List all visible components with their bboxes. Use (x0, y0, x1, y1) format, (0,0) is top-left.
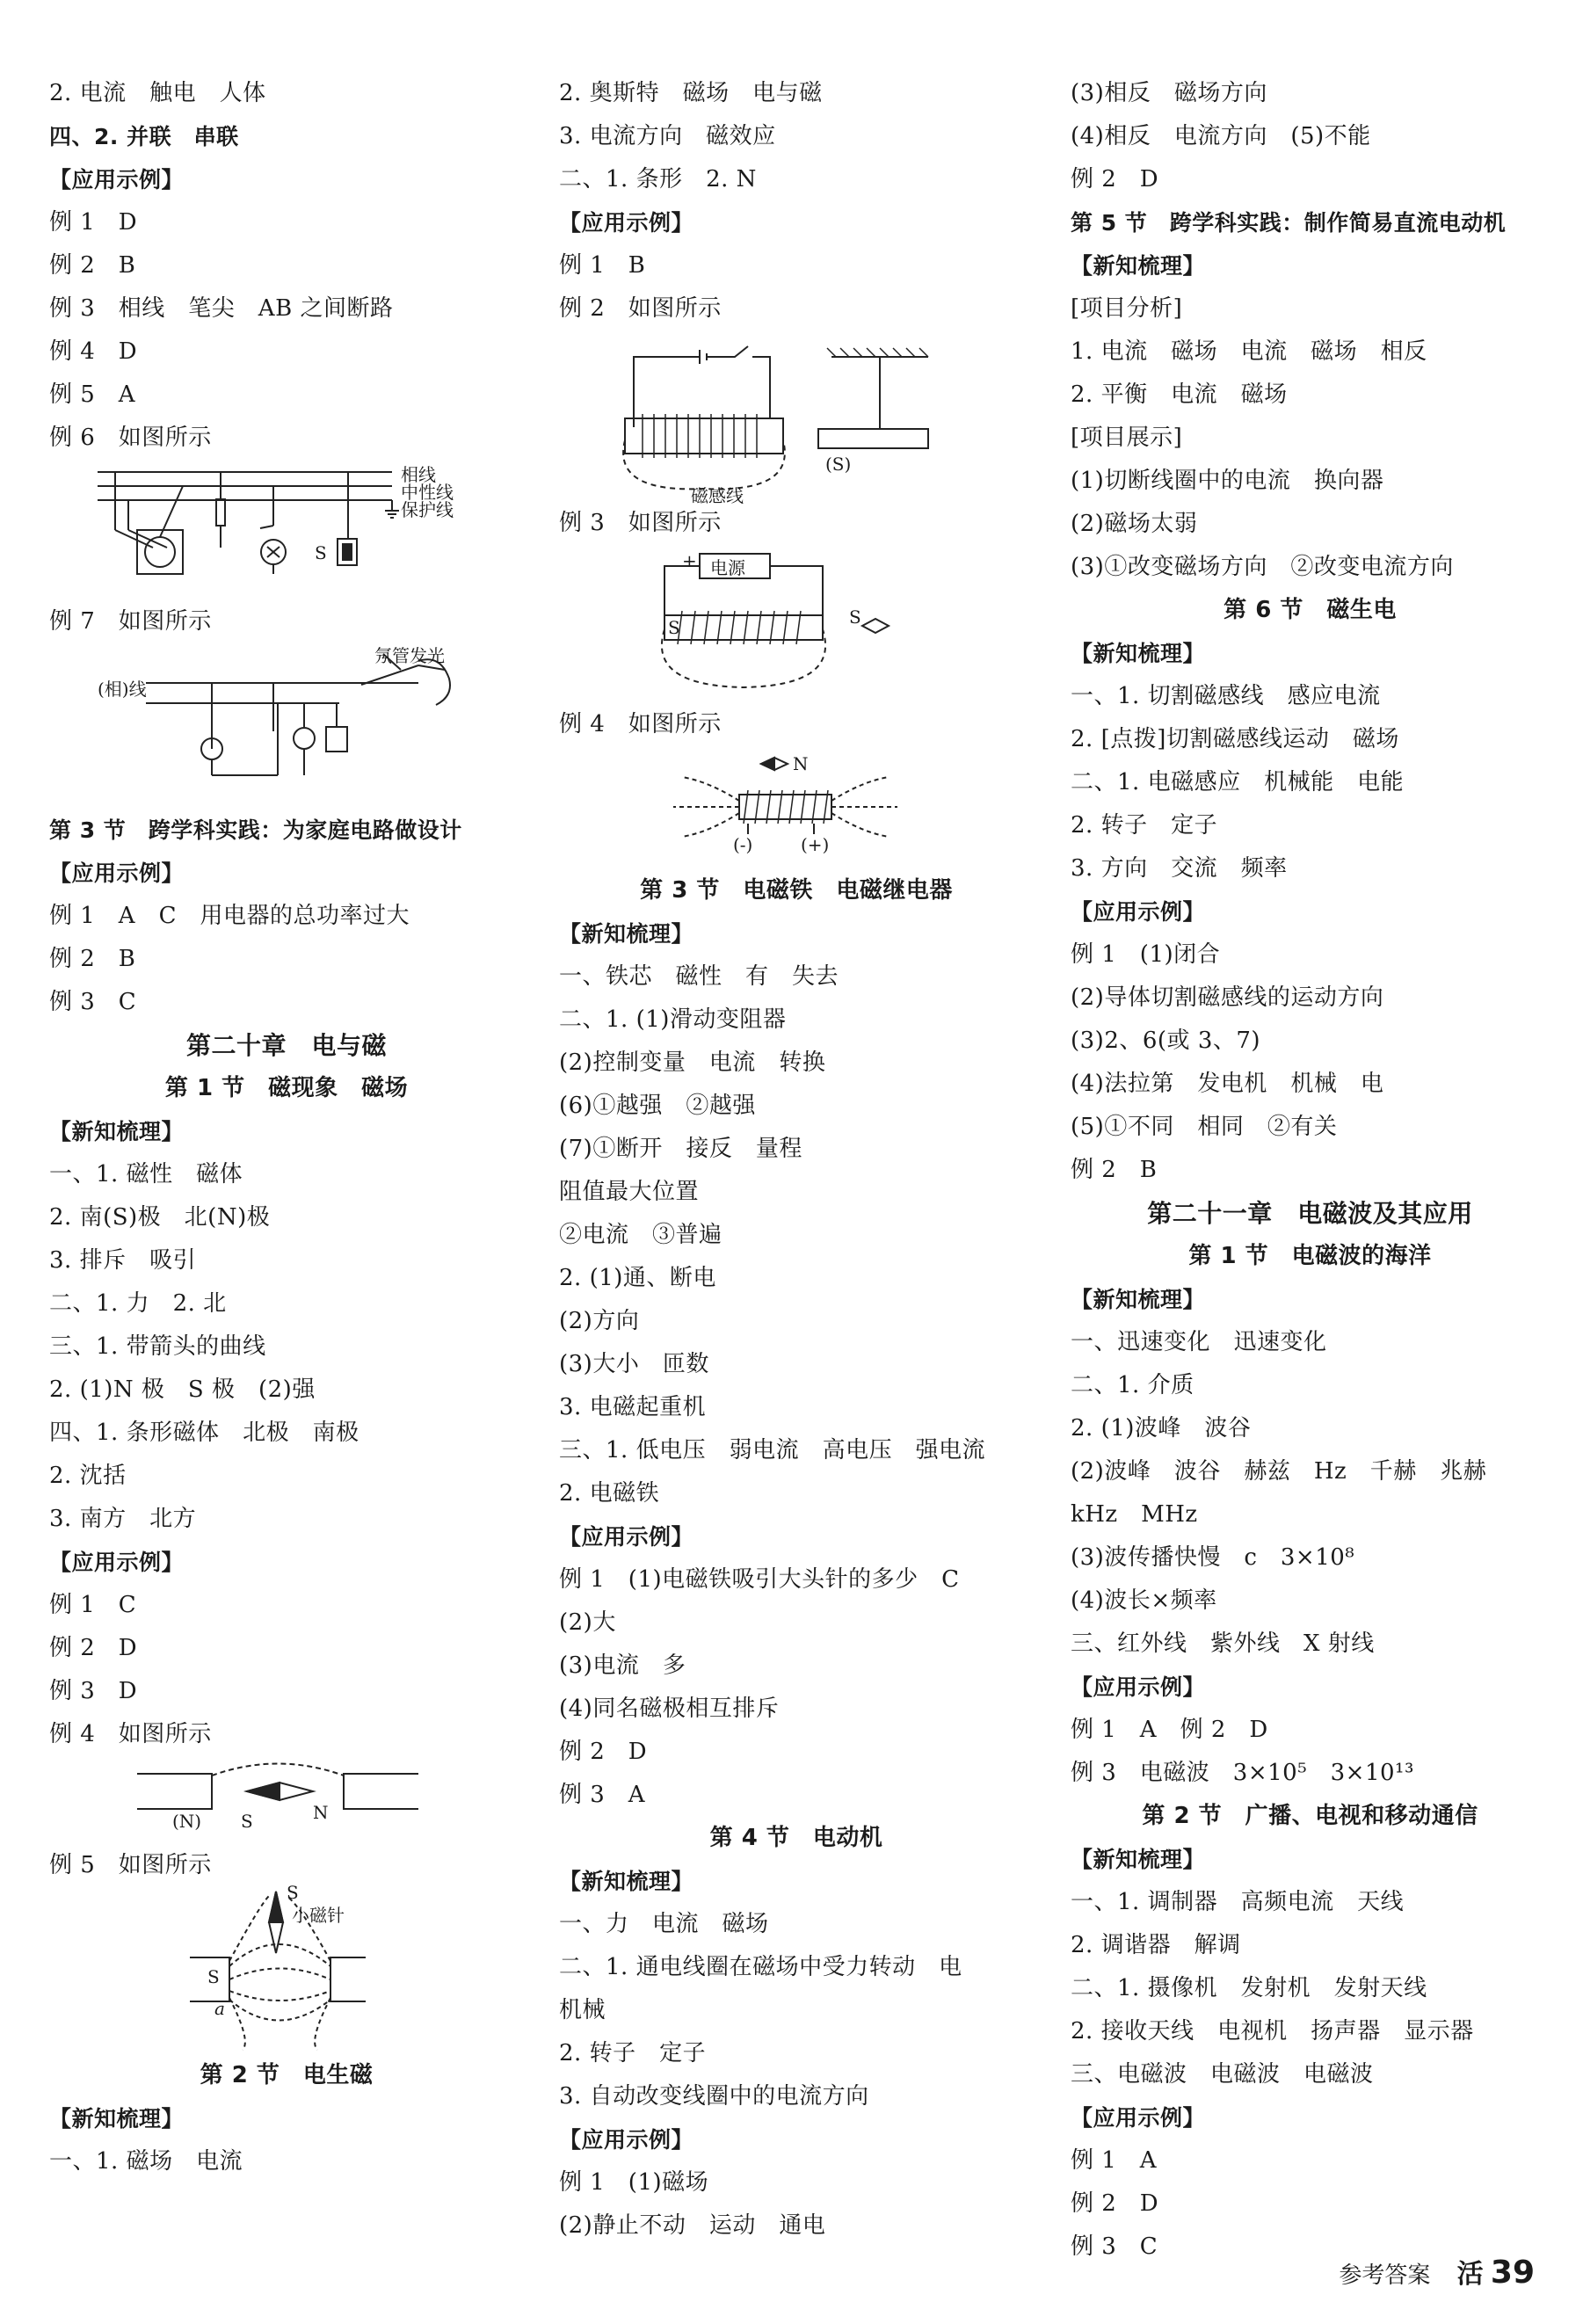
label-neon-glow: 氖管发光 (374, 645, 445, 666)
section-label: 【新知梳理】 (49, 1119, 185, 1144)
text-line: (2)大 (559, 1609, 616, 1636)
section-label: 【应用示例】 (49, 861, 185, 886)
text-line: 例 4 如图所示 (49, 1721, 212, 1747)
label-phase-line: (相)线 (98, 679, 147, 700)
label-power-source: 电源 (710, 557, 745, 578)
text-line: 2. 接收天线 电视机 扬声器 显示器 (1071, 2018, 1474, 2044)
text-line: 二、1. 条形 2. N (559, 166, 757, 192)
chapter-title: 第二十章 电与磁 (185, 1031, 387, 1060)
text-line: 例 1 A 例 2 D (1071, 1717, 1268, 1743)
label-minus: (-) (733, 834, 753, 855)
text-line: (2)方向 (559, 1308, 640, 1334)
page-number: 39 (1490, 2255, 1535, 2291)
text-line: 例 3 A (559, 1782, 646, 1808)
section-label: 【应用示例】 (49, 1550, 185, 1575)
label-plus: (+) (801, 834, 830, 855)
text-line: 例 5 A (49, 381, 136, 408)
text-line: 1. 电流 磁场 电流 磁场 相反 (1071, 338, 1427, 365)
text-line: 例 1 D (49, 209, 138, 236)
figure-household-circuit (49, 460, 524, 600)
text-line: [项目分析] (1071, 295, 1183, 322)
field-lines-diagram (49, 1887, 462, 2054)
text-line: (2)磁场太弱 (1071, 511, 1198, 537)
text-line: 例 3 C (1071, 2233, 1158, 2260)
section-label: 【应用示例】 (1071, 2105, 1206, 2131)
text-line: 一、力 电流 磁场 (559, 1911, 769, 1937)
text-line: 例 5 如图所示 (49, 1852, 212, 1878)
text-line: (4)同名磁极相互排斥 (559, 1696, 780, 1722)
text-line: 3. 排斥 吸引 (49, 1247, 197, 1274)
text-line: (6)①越强 ②越强 (559, 1093, 756, 1119)
text-line: 3. 电磁起重机 (559, 1394, 707, 1420)
label-magnet-south: S (207, 1966, 220, 1987)
section-label: 【新知梳理】 (559, 1869, 694, 1894)
text-line: (2)静止不动 运动 通电 (559, 2212, 826, 2239)
figure-solenoid-power (559, 545, 1034, 703)
text-line: (2)波峰 波谷 赫兹 Hz 千赫 兆赫 (1071, 1458, 1487, 1485)
section-heading: 第 2 节 广播、电视和移动通信 (1142, 1803, 1478, 1829)
text-line: kHz MHz (1071, 1501, 1198, 1528)
text-line: 例 3 C (49, 989, 137, 1015)
text-line: 例 3 如图所示 (559, 510, 722, 536)
text-line: (4)相反 电流方向 (5)不能 (1071, 123, 1371, 149)
text-line: (4)波长×频率 (1071, 1587, 1217, 1614)
section-heading: 第 1 节 电磁波的海洋 (1188, 1243, 1432, 1269)
text-line: 2. 南(S)极 北(N)极 (49, 1204, 271, 1231)
section-heading: 第 2 节 电生磁 (200, 2062, 374, 2088)
text-line: 2. 沈括 (49, 1463, 127, 1489)
text-line: (3)①改变磁场方向 ②改变电流方向 (1071, 554, 1454, 580)
text-line: (3)电流 多 (559, 1652, 686, 1679)
text-line: 二、1. 摄像机 发射机 发射天线 (1071, 1975, 1427, 2001)
section-heading: 第 4 节 电动机 (709, 1825, 883, 1851)
solenoid-poles-diagram (559, 746, 1016, 869)
text-line: 三、1. 低电压 弱电流 高电压 强电流 (559, 1437, 986, 1463)
compass-magnets-diagram (49, 1756, 462, 1844)
section-label: 【应用示例】 (559, 210, 694, 236)
label-switch: S (315, 542, 327, 563)
page-footer (1339, 2252, 1535, 2291)
text-line: 四、2. 并联 串联 (49, 124, 239, 149)
section-heading: 第 3 节 电磁铁 电磁继电器 (640, 877, 953, 904)
text-line: 例 2 B (1071, 1157, 1158, 1183)
text-line: 一、1. 切割磁感线 感应电流 (1071, 683, 1381, 709)
section-label: 【新知梳理】 (559, 921, 694, 947)
text-line: 二、1. 电磁感应 机械能 电能 (1071, 769, 1405, 795)
text-line: (3)相反 磁场方向 (1071, 80, 1267, 106)
section-heading: 第 5 节 跨学科实践：制作简易直流电动机 (1071, 210, 1507, 236)
figure-solenoid-poles (559, 746, 1034, 869)
text-line: 例 2 B (49, 252, 136, 279)
text-line: (3)波传播快慢 c 3×10⁸ (1071, 1544, 1355, 1571)
text-line: 例 1 A (1071, 2147, 1158, 2174)
section-heading: 第 6 节 磁生电 (1224, 597, 1397, 623)
label-live-wire: 相线 (401, 464, 436, 485)
text-line: 3. 自动改变线圈中的电流方向 (559, 2083, 869, 2110)
text-line: 3. 方向 交流 频率 (1071, 855, 1288, 882)
text-line: 例 3 相线 笔尖 AB 之间断路 (49, 295, 394, 322)
text-line: 一、1. 磁场 电流 (49, 2148, 243, 2175)
figure-neon-tester (49, 643, 524, 809)
section-heading: 第 1 节 磁现象 磁场 (164, 1075, 409, 1101)
text-line: 阻值最大位置 (559, 1179, 700, 1205)
label-plus: + (682, 550, 697, 571)
text-line: 例 6 如图所示 (49, 425, 212, 451)
text-line: 一、1. 调制器 高频电流 天线 (1071, 1889, 1405, 1915)
label-needle-south: S (849, 606, 861, 628)
solenoid-power-diagram (559, 545, 1016, 703)
section-label: 【新知梳理】 (1071, 1847, 1206, 1872)
footer-label: 参考答案 (1339, 2262, 1431, 2289)
label-needle-north: N (793, 753, 809, 774)
text-line: 例 1 C (49, 1592, 137, 1618)
section-label: 【应用示例】 (1071, 1674, 1206, 1700)
text-line: 3. 电流方向 磁效应 (559, 123, 776, 149)
column-2 (559, 72, 1034, 2248)
text-line: 三、红外线 紫外线 X 射线 (1071, 1630, 1375, 1657)
text-line: (5)①不同 相同 ②有关 (1071, 1114, 1338, 1140)
column-3 (1071, 72, 1550, 2269)
text-line: 三、电磁波 电磁波 电磁波 (1071, 2061, 1374, 2088)
text-line: (2)导体切割磁感线的运动方向 (1071, 984, 1384, 1011)
label-neutral-wire: 中性线 (401, 482, 454, 503)
column-1 (49, 72, 524, 2183)
electromagnet-switch-diagram (559, 330, 1016, 502)
section-heading: 第 3 节 跨学科实践：为家庭电路做设计 (49, 817, 462, 843)
text-line: [项目展示] (1071, 425, 1183, 451)
text-line: (2)控制变量 电流 转换 (559, 1049, 826, 1076)
chapter-title: 第二十一章 电磁波及其应用 (1147, 1199, 1473, 1228)
text-line: 例 2 D (1071, 166, 1159, 192)
text-line: ②电流 ③普遍 (559, 1222, 723, 1248)
text-line: 四、1. 条形磁体 北极 南极 (49, 1420, 359, 1446)
text-line: (7)①断开 接反 量程 (559, 1136, 802, 1162)
text-line: 二、1. (1)滑动变阻器 (559, 1006, 787, 1033)
text-line: 二、1. 力 2. 北 (49, 1290, 227, 1317)
text-line: 例 3 电磁波 3×10⁵ 3×10¹³ (1071, 1760, 1414, 1786)
figure-compass-magnets (49, 1756, 524, 1844)
figure-electromagnet-switch (559, 330, 1034, 506)
text-line: 例 2 B (49, 946, 136, 972)
text-line: 三、1. 带箭头的曲线 (49, 1333, 266, 1360)
text-line: 一、迅速变化 迅速变化 (1071, 1329, 1327, 1355)
text-line: 例 1 (1)电磁铁吸引大头针的多少 C (559, 1566, 960, 1593)
text-line: 一、铁芯 磁性 有 失去 (559, 963, 839, 990)
section-label: 【应用示例】 (1071, 899, 1206, 925)
label-north-pole-bracket: (N) (172, 1811, 202, 1832)
text-line: (4)法拉第 发电机 机械 电 (1071, 1071, 1384, 1097)
label-field-lines: 磁感线 (691, 485, 744, 506)
text-line: (3)2、6(或 3、7) (1071, 1028, 1261, 1054)
text-line: 例 2 如图所示 (559, 295, 722, 322)
section-label: 【应用示例】 (559, 2127, 694, 2153)
text-line: 2. 电流 触电 人体 (49, 80, 266, 106)
text-line: 机械 (559, 1997, 606, 2023)
section-label: 【应用示例】 (559, 1524, 694, 1550)
text-line: 3. 南方 北方 (49, 1506, 197, 1532)
text-line: 二、1. 通电线圈在磁场中受力转动 电 (559, 1954, 962, 1980)
text-line: 2. (1)波峰 波谷 (1071, 1415, 1252, 1442)
text-line: 例 2 D (559, 1739, 648, 1765)
section-label: 【应用示例】 (49, 167, 185, 192)
text-line: 2. 转子 定子 (1071, 812, 1218, 839)
label-north: N (313, 1802, 329, 1823)
text-line: 2. 电磁铁 (559, 1480, 660, 1507)
label-south: S (241, 1811, 253, 1832)
text-line: 2. 调谐器 解调 (1071, 1932, 1241, 1958)
figure-field-lines (49, 1882, 524, 2054)
footer-series-mark: 活 (1456, 2259, 1484, 2290)
section-label: 【新知梳理】 (1071, 1287, 1206, 1312)
label-south-bracket: (S) (825, 454, 852, 475)
section-label: 【新知梳理】 (49, 2106, 185, 2132)
text-line: 例 2 D (1071, 2190, 1159, 2217)
text-line: 2. 平衡 电流 磁场 (1071, 381, 1288, 408)
section-label: 【新知梳理】 (1071, 253, 1206, 279)
label-ground-wire: 保护线 (401, 499, 454, 520)
label-point-a: a (214, 1998, 225, 2019)
text-line: 2. 转子 定子 (559, 2040, 707, 2066)
label-small-needle: 小磁针 (292, 1905, 345, 1926)
text-line: 2. (1)通、断电 (559, 1265, 716, 1291)
text-line: 例 1 A C 用电器的总功率过大 (49, 903, 410, 929)
text-line: 二、1. 介质 (1071, 1372, 1195, 1398)
text-line: 例 4 如图所示 (559, 711, 722, 737)
text-line: 例 7 如图所示 (49, 608, 212, 635)
text-line: 2. [点拨]切割磁感线运动 磁场 (1071, 726, 1399, 752)
label-solenoid-south: S (668, 617, 680, 638)
text-line: 例 1 (1)磁场 (559, 2169, 709, 2196)
text-line: 例 3 D (49, 1678, 138, 1704)
label-needle-south: S (287, 1882, 299, 1903)
text-line: 例 1 (1)闭合 (1071, 941, 1221, 968)
section-label: 【新知梳理】 (1071, 641, 1206, 666)
text-line: 例 4 D (49, 338, 138, 365)
text-line: (1)切断线圈中的电流 换向器 (1071, 468, 1384, 494)
text-line: 一、1. 磁性 磁体 (49, 1161, 243, 1187)
neon-tester-diagram (49, 643, 462, 809)
text-line: 例 2 D (49, 1635, 138, 1661)
text-line: 2. 奥斯特 磁场 电与磁 (559, 80, 823, 106)
text-line: 2. (1)N 极 S 极 (2)强 (49, 1376, 316, 1403)
text-line: (3)大小 匝数 (559, 1351, 709, 1377)
text-line: 例 1 B (559, 252, 646, 279)
